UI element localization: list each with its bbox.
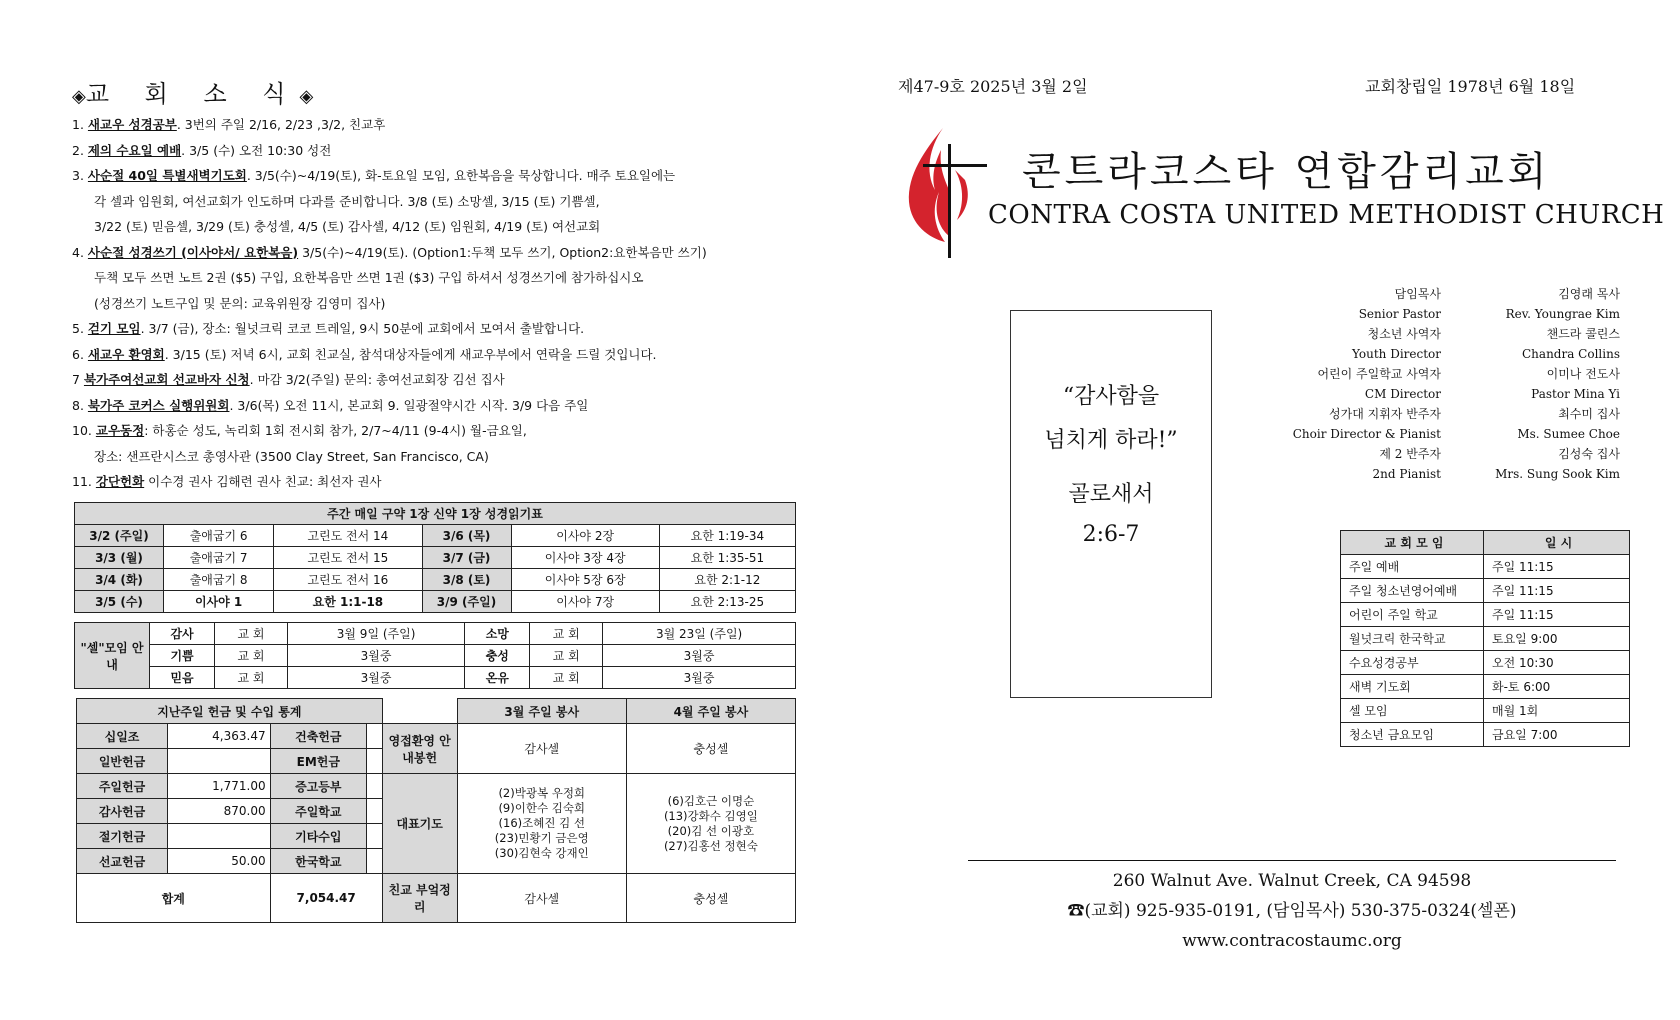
news-item-number: 1. — [72, 117, 84, 132]
news-item-text: 장소: 샌프란시스코 총영사관 (3500 Clay Street, San Francisco, CA) — [94, 448, 489, 464]
cell-detail: 교 회 — [215, 667, 288, 689]
reading-passage: 고린도 전서 16 — [274, 569, 422, 591]
role-korean: 청소년 사역자 — [1367, 327, 1441, 341]
finance-label: 일반헌금 — [77, 749, 168, 774]
meeting-name: 새벽 기도회 — [1341, 675, 1484, 699]
finance-amount: 50.00 — [168, 849, 271, 874]
news-item-number: 11. — [72, 474, 92, 489]
name-korean: 이미나 전도사 — [1546, 367, 1620, 381]
meeting-row — [1341, 651, 1630, 675]
finance-amount — [367, 824, 383, 849]
diamond-icon: ◈ — [299, 86, 314, 107]
cell-row — [75, 645, 796, 667]
staff-role — [1290, 365, 1469, 404]
reading-day: 3/6 (목) — [422, 525, 511, 547]
finance-amount — [168, 824, 271, 849]
news-item — [72, 367, 792, 393]
finance-amount: 870.00 — [168, 799, 271, 824]
march-service-header: 3월 주일 봉사 — [457, 699, 626, 724]
finance-row — [77, 724, 796, 749]
finance-label: 십일조 — [77, 724, 168, 749]
prayer-entry: (13)강화수 김영일 — [663, 808, 758, 823]
cell-detail: 교 회 — [530, 645, 603, 667]
meeting-schedule-table — [1340, 530, 1630, 747]
news-item-text: . 3번의 주일 2/16, 2/23 ,3/2, 친교후 — [176, 117, 386, 132]
staff-name — [1469, 325, 1620, 364]
finance-total-row — [77, 874, 796, 923]
name-korean: 김성숙 집사 — [1558, 447, 1620, 461]
april-service-header: 4월 주일 봉사 — [626, 699, 795, 724]
reading-passage: 출애굽기 7 — [164, 547, 274, 569]
finance-header: 지난주일 헌금 및 수입 통계 — [77, 699, 383, 724]
reading-day: 3/5 (수) — [75, 591, 164, 613]
role-english: Choir Director & Pianist — [1292, 426, 1441, 441]
news-item — [72, 444, 792, 470]
cell-meeting-label: "셀"모임 안내 — [75, 623, 150, 689]
cell-name: 믿음 — [150, 667, 215, 689]
news-item-text: . 3/5 (수) 오전 10:30 성전 — [181, 142, 332, 158]
staff-entry — [1290, 405, 1620, 444]
meeting-row — [1341, 723, 1630, 747]
reading-passage: 요한 1:35-51 — [659, 547, 795, 569]
reading-passage: 이사야 5장 6장 — [511, 569, 659, 591]
staff-entry — [1290, 445, 1620, 484]
news-item-text: . 3/7 (금), 장소: 월넛크릭 코코 트레일, 9시 50분에 교회에서 모여서 출발합니다. — [140, 321, 585, 336]
prayer-april — [626, 774, 795, 874]
staff-role — [1290, 405, 1469, 444]
meeting-time: 주일 11:15 — [1484, 579, 1630, 603]
bible-row — [75, 525, 796, 547]
news-item-heading: 새교우 환영회 — [87, 346, 165, 362]
meeting-name: 주일 청소년영어예배 — [1341, 579, 1484, 603]
role-english: 2nd Pianist — [1372, 466, 1441, 481]
bible-reading-table — [74, 502, 796, 613]
cell-row — [75, 623, 796, 645]
verse-book: 골로새서 — [1068, 482, 1154, 507]
name-english: Ms. Sumee Choe — [1517, 426, 1620, 441]
prayer-entry: (16)조혜진 김 선 — [498, 816, 585, 830]
cell-name: 기쁨 — [150, 645, 215, 667]
news-item — [72, 342, 792, 368]
name-english: Chandra Collins — [1522, 346, 1620, 361]
news-item-heading: 걷기 모임 — [87, 321, 141, 336]
news-list — [72, 112, 792, 495]
news-item-text: . 3/15 (토) 저녁 6시, 교회 친교실, 참석대상자들에게 새교우부에서 연락을 드릴 것입니다. — [164, 346, 657, 362]
reading-passage: 요한 2:1-12 — [659, 569, 795, 591]
meeting-row — [1341, 603, 1630, 627]
news-item-text: : 하홍순 성도, 녹리회 1회 전시회 참가, 2/7~4/11 (9-4시) 월-금요일, — [144, 423, 527, 438]
finance-amount — [367, 774, 383, 799]
news-item-number: 3. — [72, 168, 84, 183]
news-item — [72, 240, 792, 266]
founded-date: 교회창립일 1978년 6월 18일 — [1365, 77, 1576, 96]
staff-role — [1290, 445, 1469, 484]
reading-passage: 요한 2:13-25 — [659, 591, 795, 613]
verse-reference: 2:6-7 — [1082, 522, 1140, 547]
meeting-name: 셀 모임 — [1341, 699, 1484, 723]
prayer-entry: (30)김현숙 강재인 — [494, 846, 589, 860]
cell-name: 온유 — [465, 667, 530, 689]
finance-label: 절기헌금 — [77, 824, 168, 849]
news-item — [72, 138, 792, 164]
staff-list — [1290, 285, 1620, 485]
footer-divider — [968, 860, 1616, 861]
fellowship-march: 감사셀 — [457, 874, 626, 923]
total-label: 합계 — [77, 874, 271, 923]
prayer-entry: (6)김호근 이명순 — [667, 793, 755, 808]
news-item-text: (성경쓰기 노트구입 및 문의: 교육위원장 김영미 집사) — [94, 295, 386, 311]
news-item-heading: 새교우 성경공부 — [87, 117, 177, 132]
finance-label: 기타수입 — [270, 824, 366, 849]
bible-row — [75, 569, 796, 591]
role-english: Youth Director — [1352, 346, 1441, 361]
reading-passage: 이사야 2장 — [511, 525, 659, 547]
news-item-number: 8. — [72, 397, 84, 413]
reading-passage: 이사야 3장 4장 — [511, 547, 659, 569]
finance-row — [77, 774, 796, 799]
meeting-row — [1341, 675, 1630, 699]
staff-entry — [1290, 365, 1620, 404]
cell-detail: 3월중 — [287, 645, 464, 667]
news-item — [72, 393, 792, 419]
cell-detail: 3월 9일 (주일) — [287, 623, 464, 645]
fellowship-april: 충성셀 — [626, 874, 795, 923]
news-item-text: 각 셀과 임원회, 여선교회가 인도하며 다과를 준비합니다. 3/8 (토) 소망셀, 3/15 (토) 기쁨셀, — [94, 193, 600, 209]
reading-passage: 요한 1:19-34 — [659, 525, 795, 547]
cell-detail: 교 회 — [530, 623, 603, 645]
greeting-label: 영접환영 안내봉헌 — [382, 724, 457, 774]
meeting-name: 주일 예배 — [1341, 555, 1484, 579]
finance-label: 건축헌금 — [270, 724, 366, 749]
role-korean: 성가대 지휘자 반주자 — [1329, 407, 1441, 421]
cross-and-flame-logo — [905, 120, 995, 260]
finance-service-table — [76, 698, 796, 923]
cell-meeting-table — [74, 622, 796, 689]
news-item-heading: 북가주 코커스 실행위원회 — [87, 397, 230, 413]
role-korean: 어린이 주일학교 사역자 — [1317, 367, 1441, 381]
theme-verse-box — [1010, 310, 1212, 698]
finance-label: EM헌금 — [270, 749, 366, 774]
meeting-row — [1341, 555, 1630, 579]
news-item-heading: 제의 수요일 예배 — [87, 142, 182, 158]
issue-number: 제47-9호 2025년 3월 2일 — [898, 77, 1088, 96]
church-website[interactable]: www.contracostaumc.org — [1182, 931, 1402, 951]
news-item-text: 이수경 권사 김해련 권사 친교: 최선자 권사 — [144, 474, 382, 489]
meeting-time: 화-토 6:00 — [1484, 675, 1630, 699]
reading-day: 3/8 (토) — [422, 569, 511, 591]
cell-detail: 교 회 — [215, 623, 288, 645]
reading-passage: 이사야 1 — [164, 591, 274, 613]
name-english: Mrs. Sung Sook Kim — [1495, 466, 1620, 481]
footer — [968, 866, 1616, 956]
reading-passage: 고린도 전서 15 — [274, 547, 422, 569]
staff-role — [1290, 285, 1469, 324]
news-item-number: 4. — [72, 244, 84, 260]
church-address: 260 Walnut Ave. Walnut Creek, CA 94598 — [1112, 871, 1472, 891]
prayer-entry: (2)박광복 우정희 — [498, 786, 586, 800]
news-item-text: 두책 모두 쓰면 노트 2권 ($5) 구입, 요한복음만 쓰면 1권 ($3) 구입 하셔서 성경쓰기에 참가하십시오 — [94, 270, 644, 285]
meeting-name-header: 교 회 모 임 — [1341, 531, 1484, 555]
news-item-heading: 북가주여선교회 선교바자 신청 — [83, 372, 250, 387]
reading-passage: 고린도 전서 14 — [274, 525, 422, 547]
reading-passage: 이사야 7장 — [511, 591, 659, 613]
meeting-name: 청소년 금요모임 — [1341, 723, 1484, 747]
staff-name — [1469, 285, 1620, 324]
finance-label: 한국학교 — [270, 849, 366, 874]
prayer-entry: (9)이한수 김숙희 — [498, 801, 586, 815]
meeting-time: 매월 1회 — [1484, 699, 1630, 723]
name-korean: 최수미 집사 — [1558, 407, 1620, 421]
meeting-time: 주일 11:15 — [1484, 603, 1630, 627]
cell-detail: 3월중 — [287, 667, 464, 689]
cell-detail: 3월중 — [603, 645, 796, 667]
news-item — [72, 265, 792, 291]
role-english: CM Director — [1364, 386, 1441, 401]
reading-day: 3/7 (금) — [422, 547, 511, 569]
cell-name: 충성 — [465, 645, 530, 667]
meeting-time: 오전 10:30 — [1484, 651, 1630, 675]
finance-amount: 1,771.00 — [168, 774, 271, 799]
name-korean: 챈드라 콜린스 — [1546, 327, 1620, 341]
fellowship-label: 친교 부엌정리 — [382, 874, 457, 923]
meeting-name: 수요성경공부 — [1341, 651, 1484, 675]
meeting-time: 금요일 7:00 — [1484, 723, 1630, 747]
meeting-time: 주일 11:15 — [1484, 555, 1630, 579]
cell-row — [75, 667, 796, 689]
bible-table-header: 주간 매일 구약 1장 신약 1장 성경읽기표 — [75, 503, 796, 525]
total-amount: 7,054.47 — [270, 874, 382, 923]
name-english: Rev. Youngrae Kim — [1505, 306, 1620, 321]
diamond-icon: ◈ — [72, 86, 86, 107]
news-item-number: 6. — [72, 346, 84, 362]
news-item-text: . 마감 3/2(주일) 문의: 총여선교회장 김선 집사 — [249, 372, 505, 387]
news-item — [72, 291, 792, 317]
role-korean: 제 2 반주자 — [1379, 447, 1441, 461]
finance-label: 주일학교 — [270, 799, 366, 824]
staff-name — [1469, 365, 1620, 404]
finance-amount — [367, 799, 383, 824]
finance-label: 주일헌금 — [77, 774, 168, 799]
cell-detail: 교 회 — [215, 645, 288, 667]
news-item — [72, 189, 792, 215]
finance-amount — [367, 724, 383, 749]
meeting-row — [1341, 699, 1630, 723]
news-item-text: 3/5(수)~4/19(토). (Option1:두책 모두 쓰기, Option2:요한복음만 쓰기) — [298, 244, 707, 260]
meeting-row — [1341, 579, 1630, 603]
news-item-number: 2. — [72, 142, 84, 158]
greeting-march: 감사셀 — [457, 724, 626, 774]
reading-day: 3/4 (화) — [75, 569, 164, 591]
news-item — [72, 418, 792, 444]
reading-passage: 출애굽기 8 — [164, 569, 274, 591]
news-item-number: 10. — [72, 423, 92, 438]
prayer-entry: (20)김 선 이광호 — [667, 823, 755, 838]
church-name-korean: 콘트라코스타 연합감리교회 — [1022, 149, 1551, 195]
prayer-march — [457, 774, 626, 874]
cell-name: 감사 — [150, 623, 215, 645]
greeting-april: 충성셀 — [626, 724, 795, 774]
verse-line-1: “감사함을 — [1062, 384, 1160, 409]
meeting-name: 월넛크릭 한국학교 — [1341, 627, 1484, 651]
cell-detail: 3월중 — [603, 667, 796, 689]
bible-row — [75, 591, 796, 613]
news-item-text: 3/22 (토) 믿음셀, 3/29 (토) 충성셀, 4/5 (토) 감사셀, 4/12 (토) 임원회, 4/19 (토) 여선교회 — [94, 219, 601, 234]
cell-detail: 3월 23일 (주일) — [603, 623, 796, 645]
meeting-row — [1341, 627, 1630, 651]
news-item-number: 5. — [72, 321, 84, 336]
church-name-english: CONTRA COSTA UNITED METHODIST CHURCH — [988, 200, 1665, 230]
staff-entry — [1290, 325, 1620, 364]
news-item-text: . 3/6(목) 오전 11시, 본교회 9. 일광절약시간 시작. 3/9 다음 주일 — [229, 397, 589, 413]
finance-amount: 4,363.47 — [168, 724, 271, 749]
cell-detail: 교 회 — [530, 667, 603, 689]
bible-row — [75, 547, 796, 569]
news-item-heading: 교우동정 — [95, 423, 145, 438]
news-item-heading: 강단헌화 — [95, 474, 145, 489]
news-title: ◈교 회 소 식◈ — [72, 80, 314, 108]
meeting-time: 토요일 9:00 — [1484, 627, 1630, 651]
meeting-time-header: 일 시 — [1484, 531, 1630, 555]
finance-amount — [168, 749, 271, 774]
finance-amount — [367, 849, 383, 874]
church-phone: ☎(교회) 925-935-0191, (담임목사) 530-375-0324(셀폰) — [1067, 901, 1517, 921]
reading-day: 3/3 (월) — [75, 547, 164, 569]
staff-role — [1290, 325, 1469, 364]
reading-passage: 출애굽기 6 — [164, 525, 274, 547]
reading-day: 3/2 (주일) — [75, 525, 164, 547]
role-english: Senior Pastor — [1358, 306, 1441, 321]
finance-label: 감사헌금 — [77, 799, 168, 824]
news-item-text: . 3/5(수)~4/19(토), 화-토요일 모임, 요한복음을 묵상합니다. 매주 토요일에는 — [246, 168, 676, 183]
reading-passage: 요한 1:1-18 — [274, 591, 422, 613]
meeting-name: 어린이 주일 학교 — [1341, 603, 1484, 627]
cell-name: 소망 — [465, 623, 530, 645]
news-item — [72, 316, 792, 342]
news-item-heading: 사순절 40일 특별새벽기도회 — [87, 168, 247, 183]
role-korean: 담임목사 — [1394, 287, 1441, 301]
finance-label: 선교헌금 — [77, 849, 168, 874]
prayer-entry: (27)김홍선 정현숙 — [663, 838, 758, 853]
name-korean: 김영래 목사 — [1558, 287, 1620, 301]
prayer-entry: (23)민황기 금은영 — [494, 831, 589, 845]
news-item-number: 7 — [72, 372, 80, 387]
staff-entry — [1290, 285, 1620, 324]
news-item-heading: 사순절 성경쓰기 (이사야서/ 요한복음) — [87, 244, 299, 260]
name-english: Pastor Mina Yi — [1531, 386, 1620, 401]
finance-label: 증고등부 — [270, 774, 366, 799]
reading-day: 3/9 (주일) — [422, 591, 511, 613]
finance-amount — [367, 749, 383, 774]
news-item — [72, 163, 792, 189]
staff-name — [1469, 405, 1620, 444]
staff-name — [1469, 445, 1620, 484]
news-item — [72, 214, 792, 240]
news-item — [72, 112, 792, 138]
news-item — [72, 469, 792, 495]
prayer-label: 대표기도 — [382, 774, 457, 874]
verse-line-2: 넘치게 하라!” — [1044, 428, 1178, 453]
